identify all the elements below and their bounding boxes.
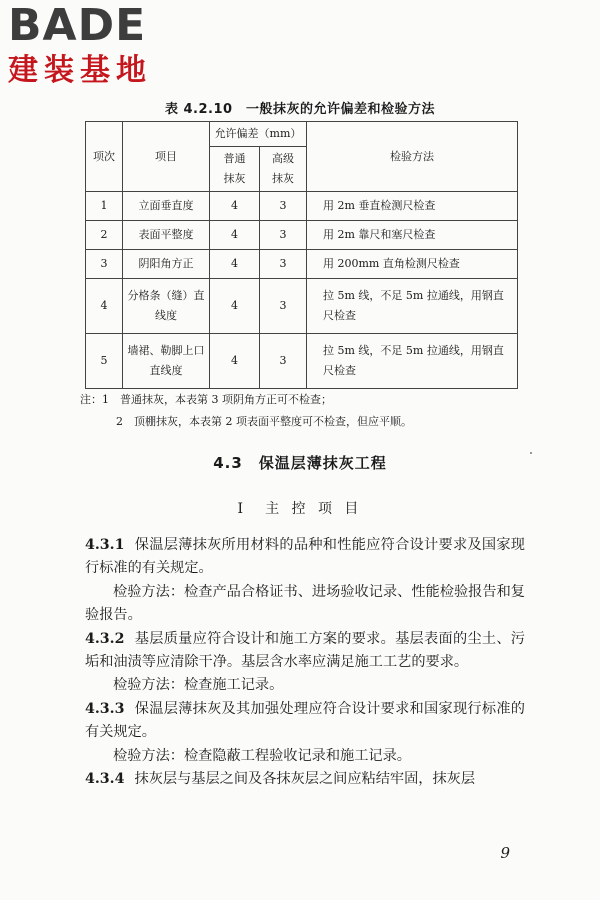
- table-title: 表 4.2.10 一般抹灰的允许偏差和检验方法: [164, 102, 436, 117]
- clause-4-3-1: 4.3.1 保温层薄抹灰所用材料的品种和性能应符合设计要求及国家现行标准的有关规定。: [85, 537, 525, 577]
- bade-logo: [8, 2, 180, 94]
- page-number: 9: [500, 844, 510, 862]
- clause-check: 检验方法：检查施工记录。: [113, 677, 284, 694]
- table-row: 1 立面垂直度 4 3 用 2m 垂直检测尺检查: [86, 192, 518, 221]
- clause-check: 检验方法：检查隐蔽工程验收记录和施工记录。: [113, 747, 411, 764]
- clause-4-3-3: 4.3.3 保温层薄抹灰及其加强处理应符合设计要求和国家现行标准的有关规定。: [85, 700, 525, 741]
- logo-subtitle: 建装基地: [8, 53, 152, 88]
- header-method: 检验方法: [307, 122, 518, 192]
- note-1: 注：1 普通抹灰，本表第 3 项阴角方正可不检查；: [80, 393, 332, 406]
- table-row: 5 墙裙、勒脚上口直线度 4 3 拉 5m 线，不足 5m 拉通线，用钢直尺检查: [86, 334, 518, 389]
- note-2: 2 顶棚抹灰，本表第 2 项表面平整度可不检查，但应平顺。: [116, 415, 412, 428]
- tolerance-table: [85, 121, 518, 389]
- header-item: 项目: [123, 122, 210, 192]
- clause-4-3-2: 4.3.2 基层质量应符合设计和施工方案的要求。基层表面的尘土、污垢和油渍等应清除干净。基层含水率应满足施工工艺的要求。: [85, 630, 525, 671]
- header-normal: 普通 抹灰: [210, 147, 260, 192]
- clause-check: 检验方法：检查产品合格证书、进场验收记录、性能检验报告和复验报告。: [85, 583, 525, 624]
- clause-4-3-4: 4.3.4 抹灰层与基层之间及各抹灰层之间应粘结牢固，抹灰层: [85, 771, 476, 788]
- logo-wordmark: BADE: [8, 0, 147, 51]
- table-row: 4 分格条（缝）直线度 4 3 拉 5m 线，不足 5m 拉通线，用钢直尺检查: [86, 279, 518, 334]
- header-no: 项次: [86, 122, 123, 192]
- section-title: 4.3 保温层薄抹灰工程: [213, 454, 387, 472]
- header-advanced: 高级 抹灰: [260, 147, 307, 192]
- table-header-row: [86, 122, 518, 147]
- table-row: 2 表面平整度 4 3 用 2m 靠尺和塞尺检查: [86, 221, 518, 250]
- header-tolerance: 允许偏差（mm）: [210, 122, 307, 147]
- table-notes: [80, 389, 412, 433]
- body-text: [85, 534, 525, 791]
- table-row: 3 阴阳角方正 4 3 用 200mm 直角检测尺检查: [86, 250, 518, 279]
- subsection-title: Ⅰ 主 控 项 目: [237, 501, 363, 517]
